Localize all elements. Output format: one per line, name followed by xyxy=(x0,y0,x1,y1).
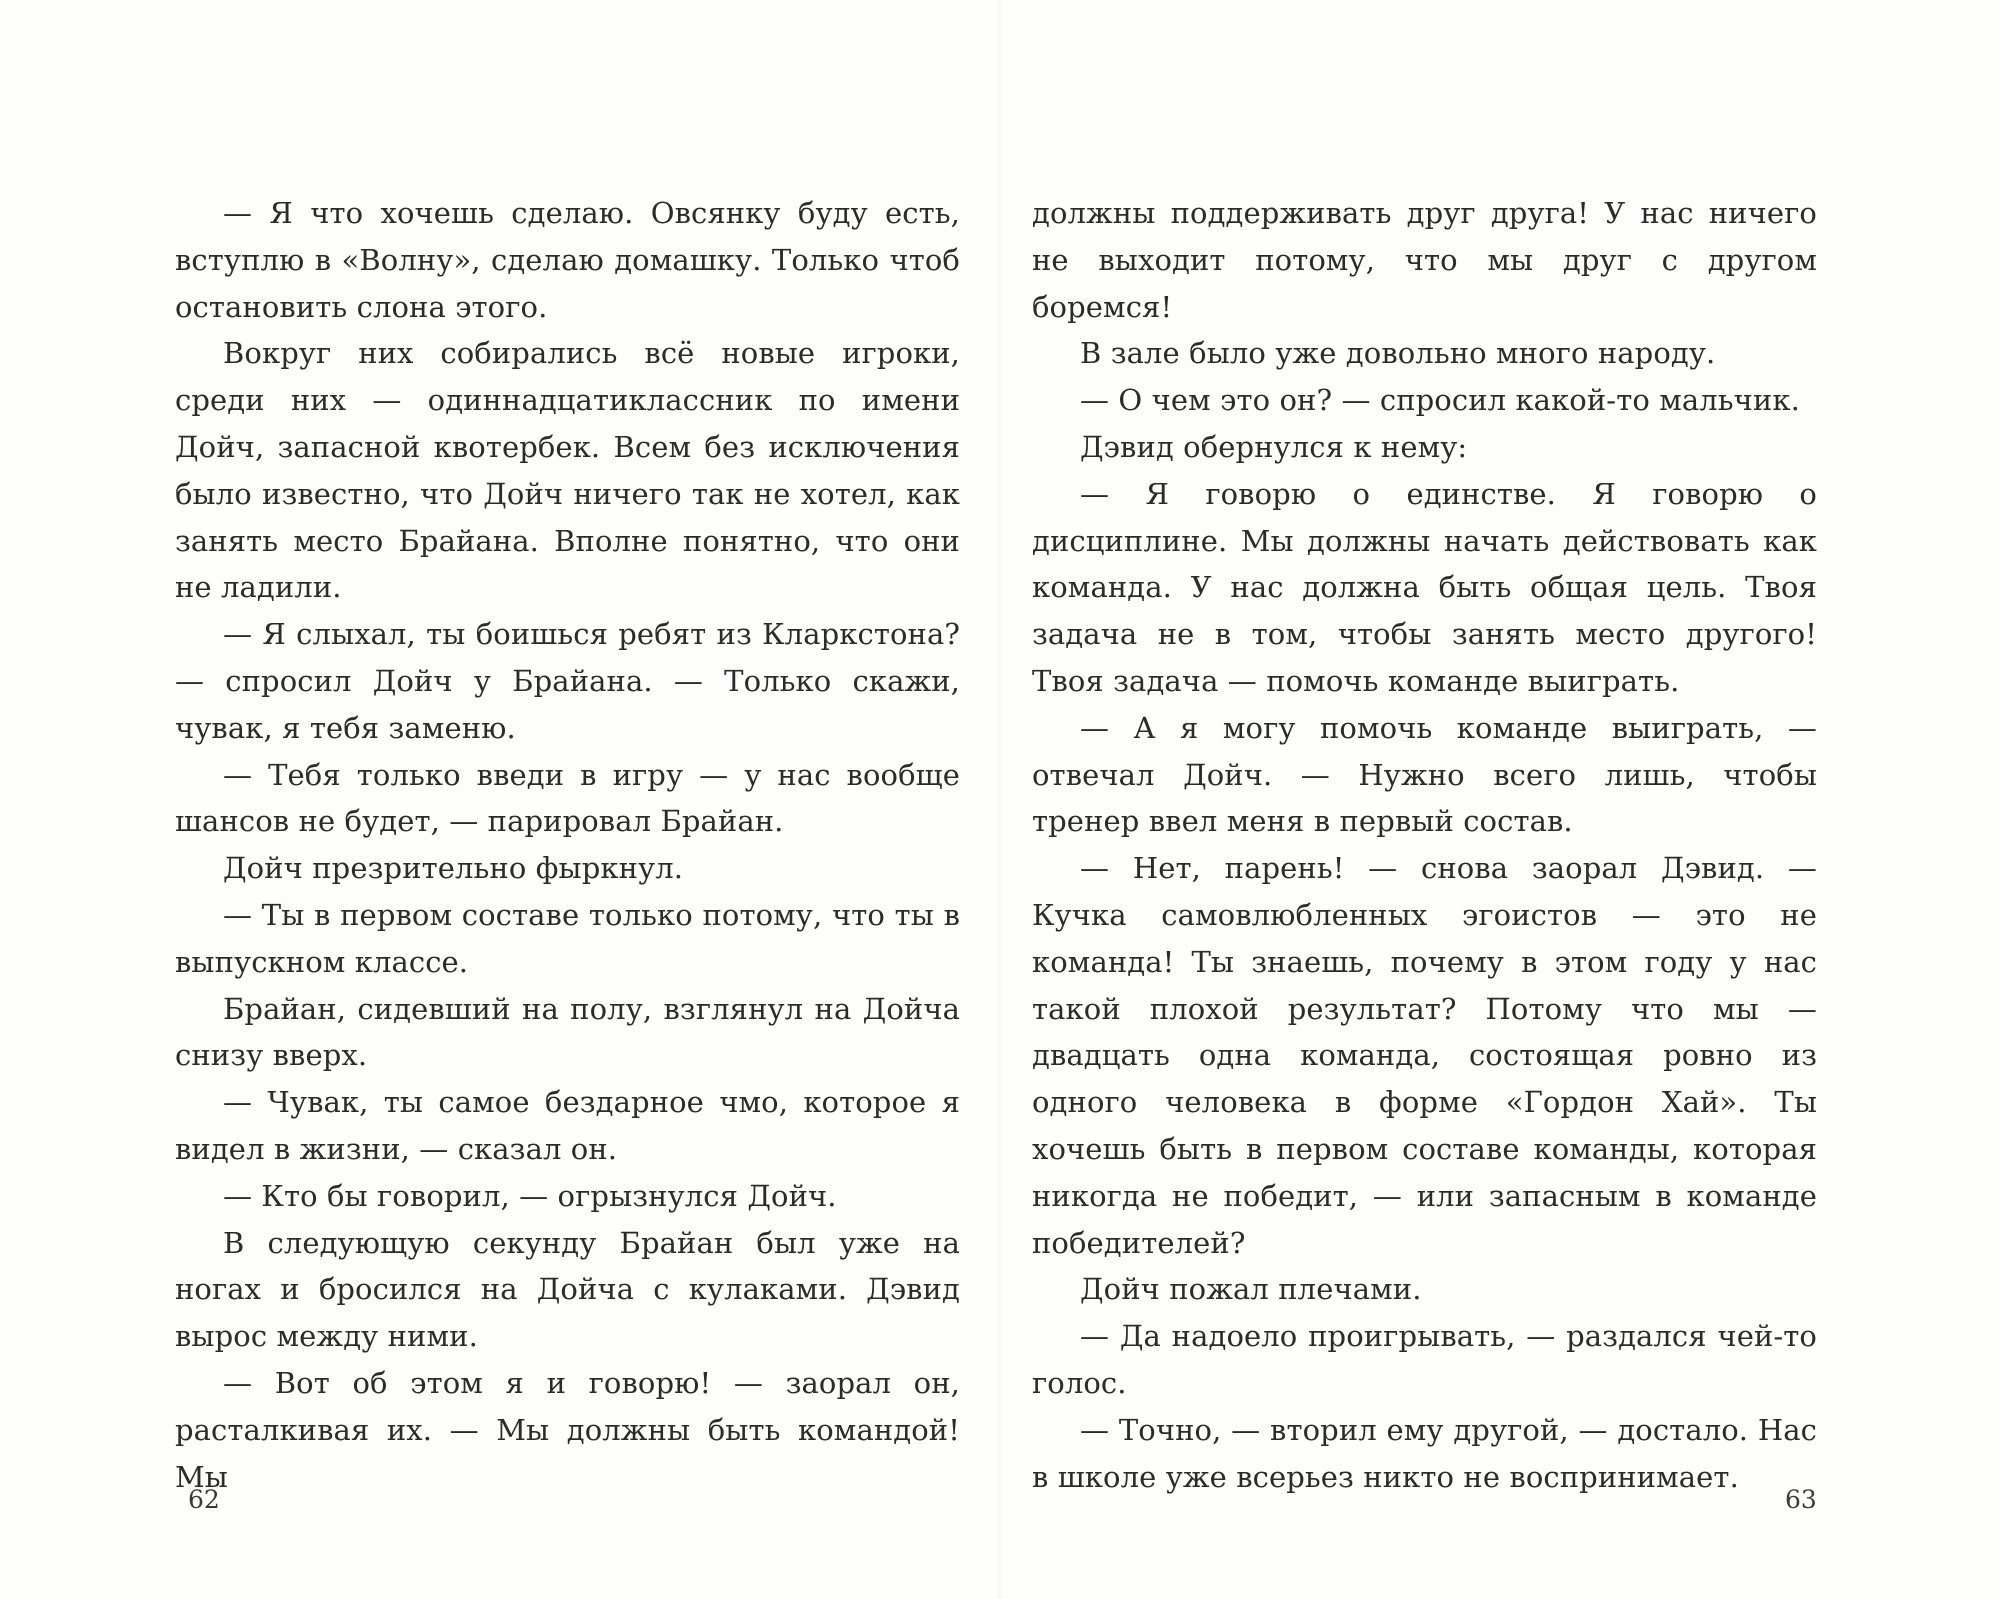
paragraph: — Да надоело проигрывать, — раздался чей-то голос. xyxy=(1032,1319,1817,1400)
paragraph: — Вот об этом я и говорю! — заорал он, расталкивая их. — Мы должны быть командой! Мы xyxy=(175,1365,960,1494)
paragraph: Брайан, сидевший на полу, взглянул на Дойча снизу вверх. xyxy=(175,991,960,1073)
paragraph: — А я могу помочь команде выиграть, — отвечал Дойч. — Нужно всего лишь, чтобы тренер ввел меня в первый состав. xyxy=(1032,710,1817,839)
paragraph: — Я слыхал, ты боишься ребят из Кларкстона? — спросил Дойч у Брайана. — Только скажи, чувак, я тебя заменю. xyxy=(175,617,960,745)
page-number-right: 63 xyxy=(1785,1485,1817,1514)
paragraph: — Я говорю о единстве. Я говорю о дисциплине. Мы должны начать действовать как команда. У нас должна быть общая цель. Твоя задача не в том, чтобы занять место другого! Твоя задача — помочь команде выиграть. xyxy=(1032,476,1817,698)
left-page-text xyxy=(175,190,960,1500)
paragraph: В зале было уже довольно много народу. xyxy=(1080,336,1716,371)
paragraph: — Нет, парень! — снова заорал Дэвид. — Кучка самовлюбленных эгоистов — это не команда! Ты знаешь, почему в этом году у нас такой плохой результат? Потому что мы — двадцать одна команда, состоящая ровно из одного человека в форме «Гордон Хай». Ты хочешь быть в первом составе команды, которая никогда не победит, — или запасным в команде победителей? xyxy=(1032,851,1817,1260)
paragraph: Дойч пожал плечами. xyxy=(1080,1272,1422,1307)
paragraph: В следующую секунду Брайан был уже на ногах и бросился на Дойча с кулаками. Дэвид вырос между ними. xyxy=(175,1225,960,1354)
paragraph: Дойч презрительно фыркнул. xyxy=(223,851,684,886)
paragraph: — О чем это он? — спросил какой-то мальчик. xyxy=(1080,383,1800,418)
paragraph-continued: должны поддерживать друг друга! У нас ничего не выходит потому, что мы друг с другом боремся! xyxy=(1032,196,1817,324)
paragraph: — Чувак, ты самое бездарное чмо, которое я видел в жизни, — сказал он. xyxy=(175,1085,960,1166)
paragraph: — Я что хочешь сделаю. Овсянку буду есть, вступлю в «Волну», сделаю домашку. Только чтоб остановить слона этого. xyxy=(175,196,960,324)
paragraph: — Ты в первом составе только потому, что ты в выпускном классе. xyxy=(175,897,960,979)
book-gutter xyxy=(998,0,1002,1599)
paragraph: Дэвид обернулся к нему: xyxy=(1080,429,1468,464)
paragraph: — Кто бы говорил, — огрызнулся Дойч. xyxy=(223,1178,837,1213)
paragraph: — Точно, — вторил ему другой, — достало. Нас в школе уже всерьез никто не воспринимает. xyxy=(1032,1412,1817,1494)
page-number-left: 62 xyxy=(188,1485,220,1514)
right-page-text xyxy=(1032,190,1817,1500)
paragraph: Вокруг них собирались всё новые игроки, среди них — одиннадцатиклассник по имени Дойч, запасной квотербек. Всем без исключения было известно, что Дойч ничего так не хотел, как занять место Брайана. Вполне понятно, что они не ладили. xyxy=(175,336,960,605)
paragraph: — Тебя только введи в игру — у нас вообще шансов не будет, — парировал Брайан. xyxy=(175,757,960,839)
